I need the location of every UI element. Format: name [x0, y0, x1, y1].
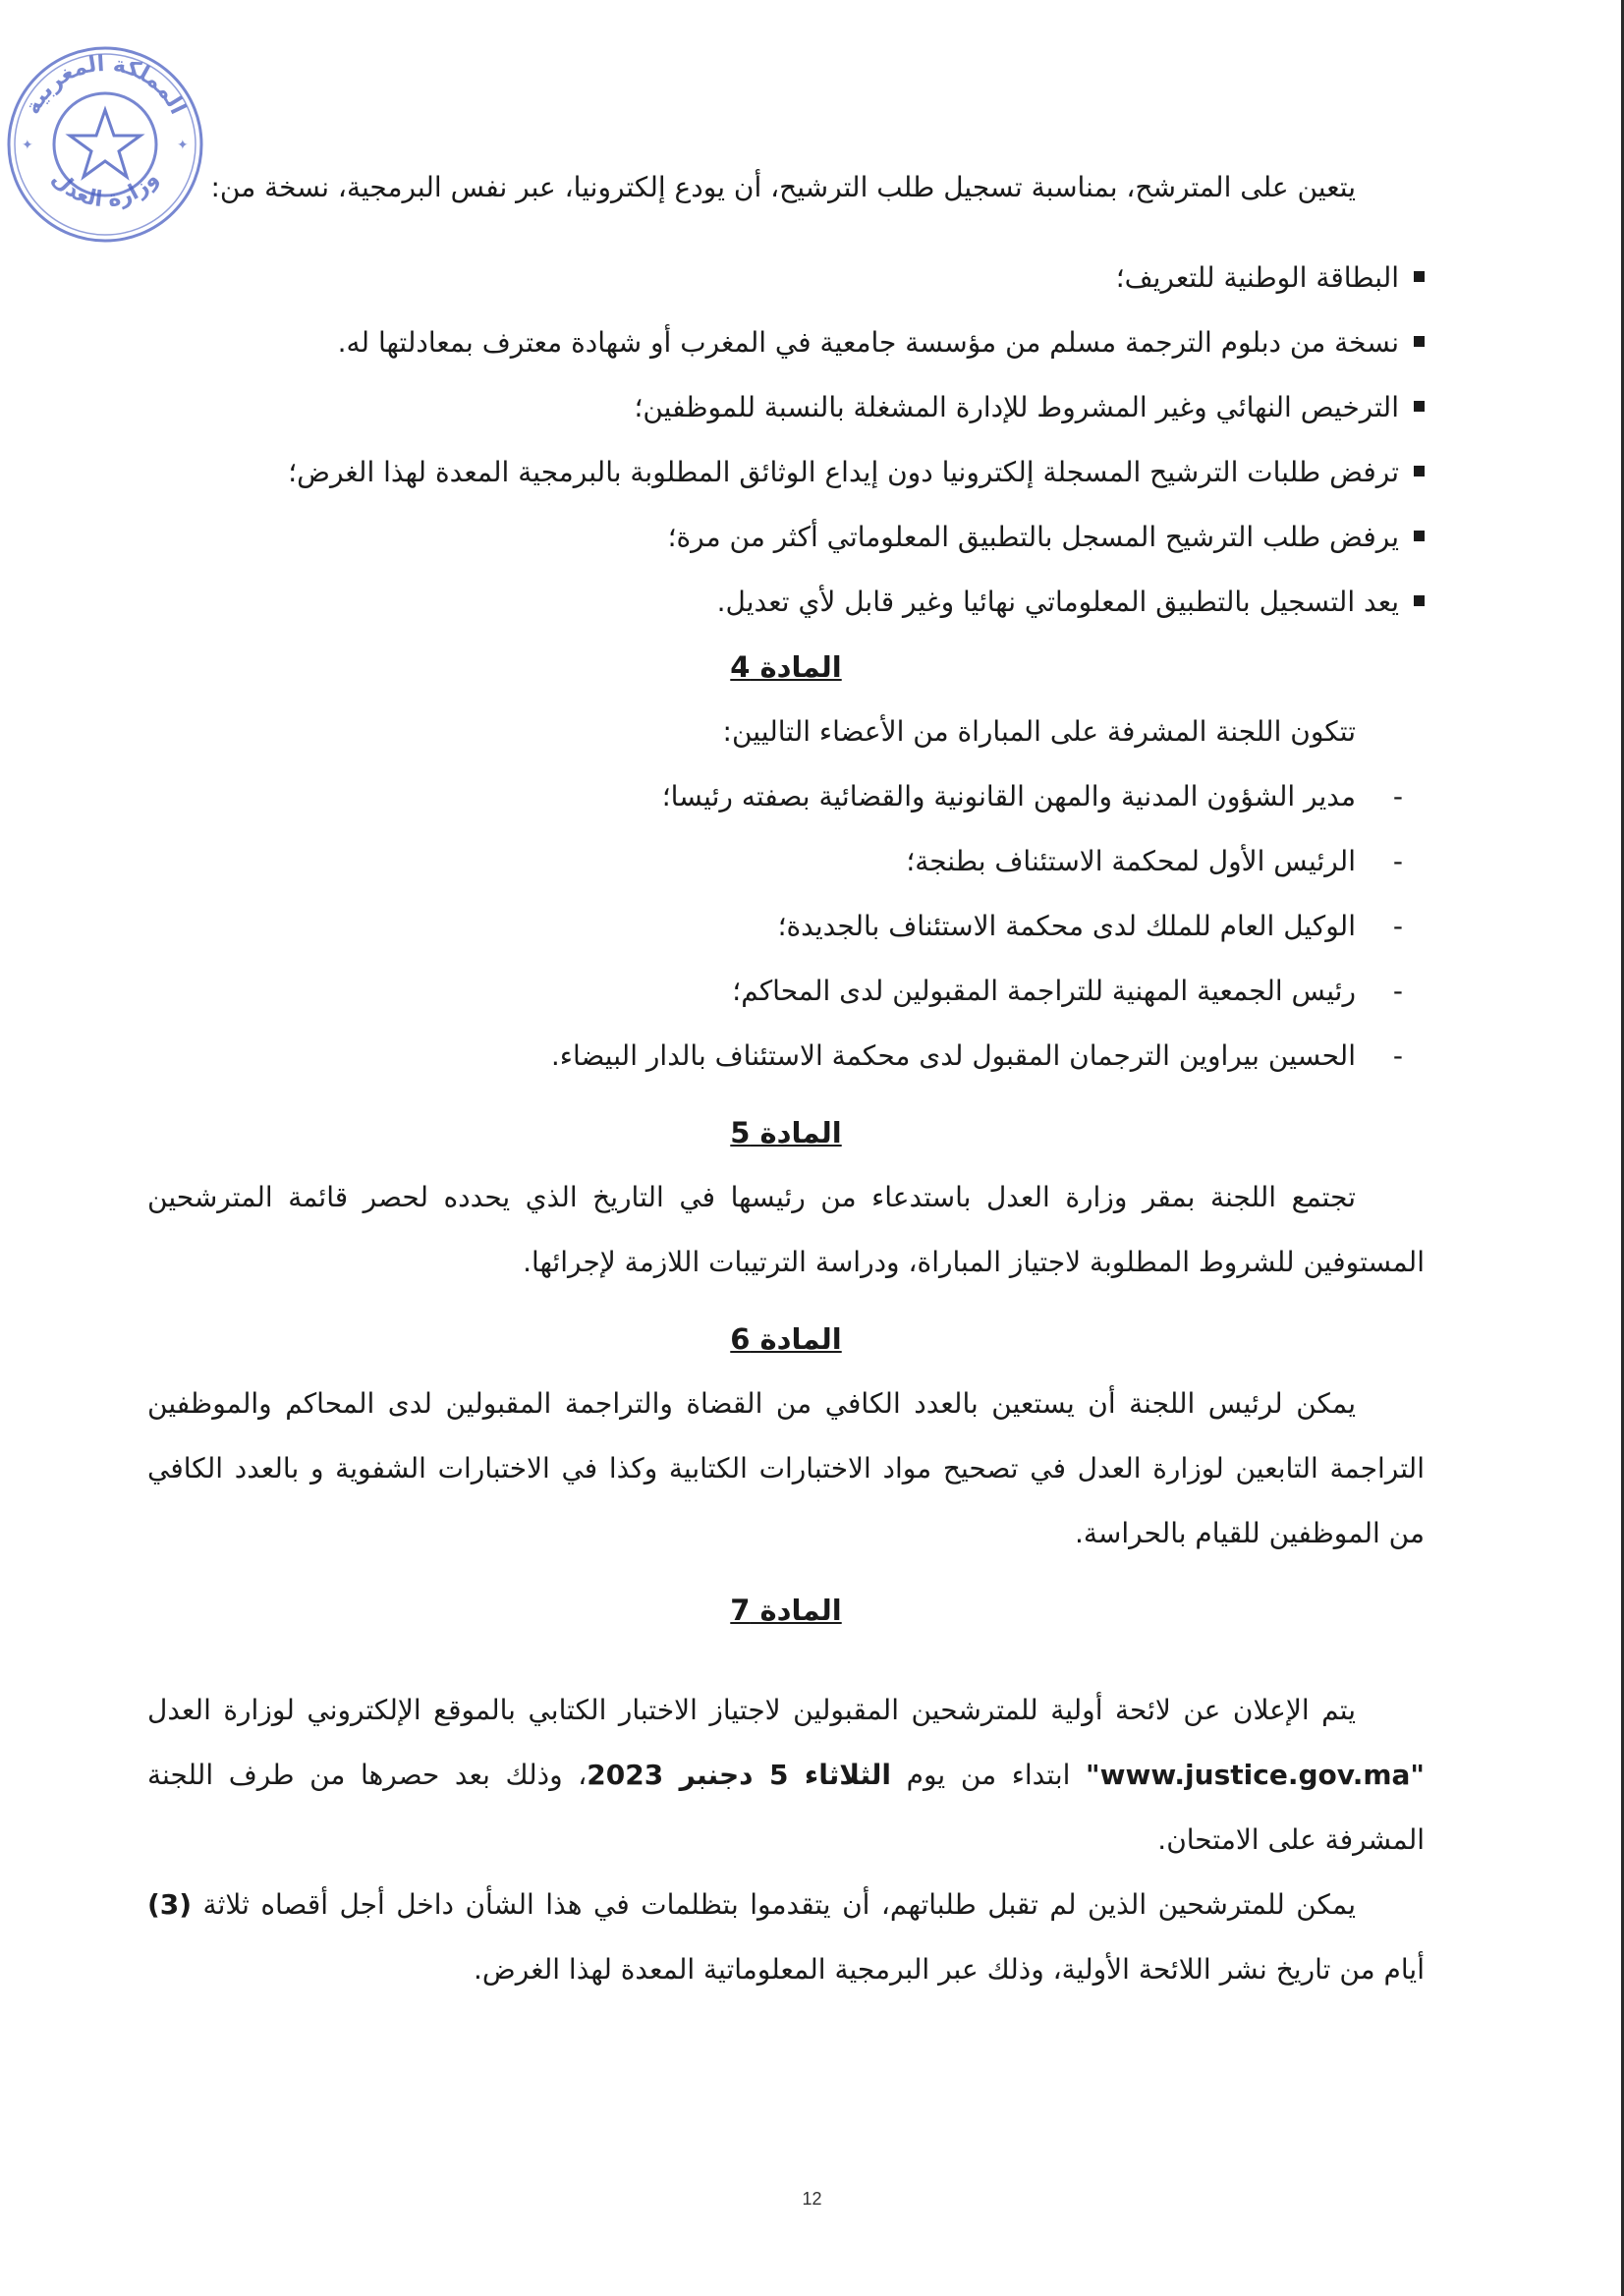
- website-link-text: "www.justice.gov.ma": [1086, 1759, 1426, 1791]
- article-7-heading: المادة 7: [730, 1594, 842, 1627]
- committee-members-list: [147, 764, 1425, 1089]
- list-item: - الحسين بيراوين الترجمان المقبول لدى محكمة الاستئناف بالدار البيضاء.: [147, 1024, 1425, 1089]
- stamp-bottom-text: وزارة العدل: [46, 166, 164, 213]
- article-5-heading: المادة 5: [730, 1116, 842, 1149]
- list-item: البطاقة الوطنية للتعريف؛: [147, 246, 1425, 310]
- list-item: - رئيس الجمعية المهنية للتراجمة المقبولين لدى المحاكم؛: [147, 959, 1425, 1024]
- article-4-intro: تتكون اللجنة المشرفة على المباراة من الأعضاء التاليين:: [722, 715, 1356, 748]
- list-item: نسخة من دبلوم الترجمة مسلم من مؤسسة جامعية في المغرب أو شهادة معترف بمعادلتها له.: [147, 310, 1425, 375]
- list-item: الترخيص النهائي وغير المشروط للإدارة المشغلة بالنسبة للموظفين؛: [147, 375, 1425, 440]
- stamp-top-text: المملكة المغربية: [20, 51, 191, 119]
- list-item: يرفض طلب الترشيح المسجل بالتطبيق المعلوماتي أكثر من مرة؛: [147, 505, 1425, 570]
- announcement-date: الثلاثاء 5 دجنبر 2023: [587, 1759, 892, 1791]
- article-6-text: يمكن لرئيس اللجنة أن يستعين بالعدد الكافي من القضاة والتراجمة المقبولين لدى المحاكم والموظفين التراجمة التابعين لوزارة العدل في تصحيح مواد الاختبارات الكتابية وكذا في الاختبارات الشفوية و بالعدد الكافي من الموظفين للقيام بالحراسة.: [147, 1387, 1425, 1549]
- list-item: - الوكيل العام للملك لدى محكمة الاستئناف بالجديدة؛: [147, 894, 1425, 959]
- document-body: [147, 155, 1425, 2002]
- appeal-days: (3): [147, 1888, 193, 1921]
- list-item: ترفض طلبات الترشيح المسجلة إلكترونيا دون إيداع الوثائق المطلوبة بالبرمجية المعدة لهذا الغرض؛: [147, 440, 1425, 505]
- svg-text:وزارة العدل: [46, 166, 163, 212]
- article-5-text: تجتمع اللجنة بمقر وزارة العدل باستدعاء من رئيسها في التاريخ الذي يحدده لحصر قائمة المترشحين المستوفين للشروط المطلوبة لاجتياز المباراة، ودراسة الترتيبات اللازمة لإجرائها.: [147, 1181, 1425, 1278]
- star-icon: [70, 110, 140, 177]
- intro-paragraph: يتعين على المترشح، بمناسبة تسجيل طلب الترشيح، أن يودع إلكترونيا، عبر نفس البرمجية، نسخة من:: [210, 171, 1356, 203]
- article-7-paragraph-1: يتم الإعلان عن لائحة أولية للمترشحين المقبولين لاجتياز الاختبار الكتابي بالموقع الإلكتروني لوزارة العدل "www.justice.gov.ma" ابتداء من يوم الثلاثاء 5 دجنبر 2023، وذلك بعد حصرها من طرف اللجنة المشرفة على الامتحان.: [147, 1694, 1426, 1856]
- article-4-heading: المادة 4: [730, 650, 842, 684]
- list-item: يعد التسجيل بالتطبيق المعلوماتي نهائيا وغير قابل لأي تعديل.: [147, 570, 1425, 635]
- svg-text:✦: ✦: [177, 138, 189, 153]
- article-6-heading: المادة 6: [730, 1322, 842, 1356]
- required-documents-list: [147, 246, 1425, 635]
- page-number: 12: [802, 2189, 822, 2209]
- svg-text:✦: ✦: [22, 138, 33, 153]
- list-item: - الرئيس الأول لمحكمة الاستئناف بطنجة؛: [147, 829, 1425, 894]
- list-item: - مدير الشؤون المدنية والمهن القانونية والقضائية بصفته رئيسا؛: [147, 764, 1425, 829]
- article-7-paragraph-2: يمكن للمترشحين الذين لم تقبل طلباتهم، أن يتقدموا بتظلمات في هذا الشأن داخل أجل أقصاه ثلاثة (3) أيام من تاريخ نشر اللائحة الأولية، وذلك عبر البرمجية المعلوماتية المعدة لهذا الغرض.: [147, 1888, 1425, 1986]
